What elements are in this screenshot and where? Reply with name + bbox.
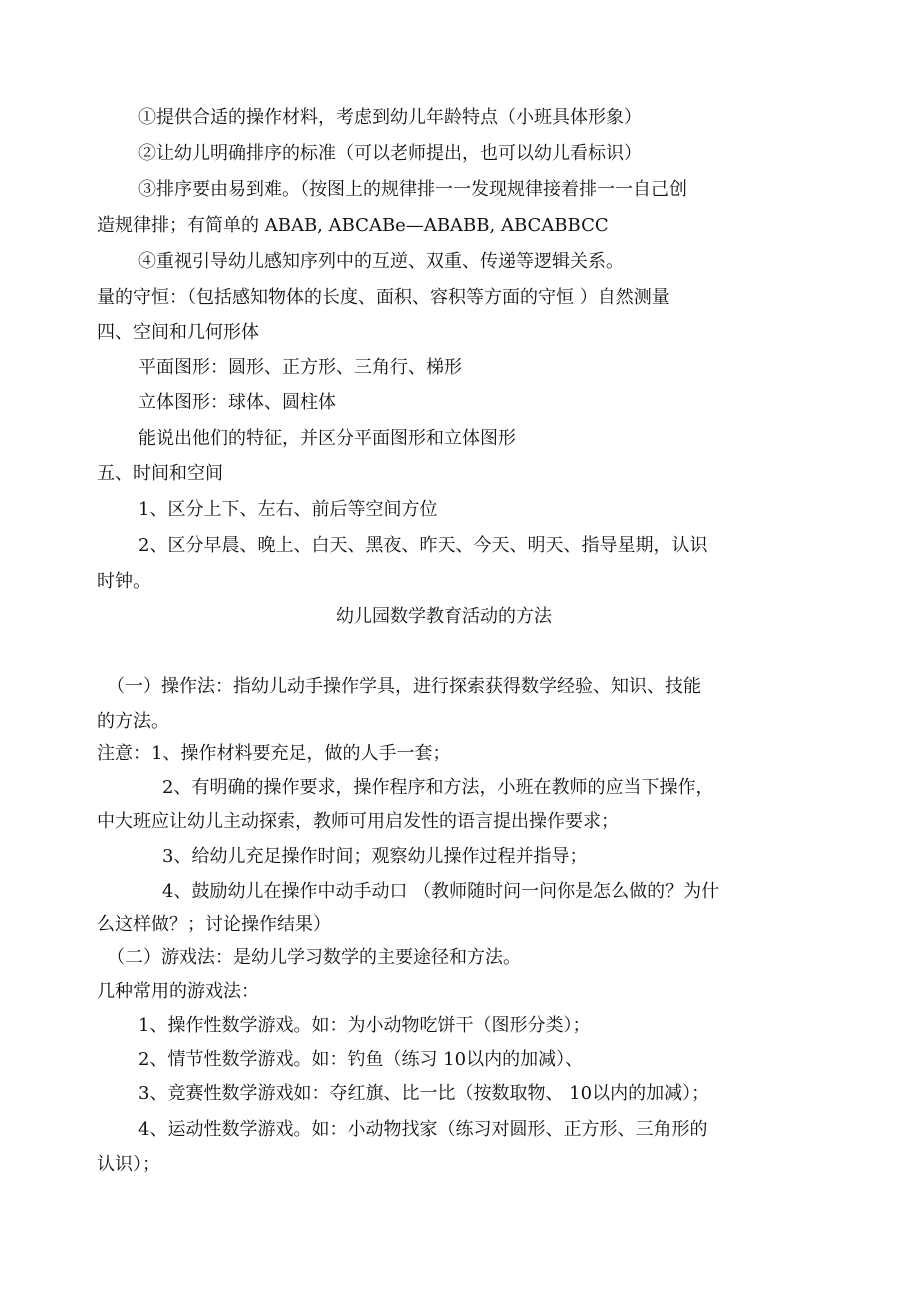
text-line: 1、操作性数学游戏。如：为小动物吃饼干（图形分类）；: [138, 1015, 591, 1036]
text-line: 的方法。: [97, 711, 169, 732]
text-line: 造规律排；有简单的 ABAB, ABCABe—ABABB, ABCABBCC: [97, 215, 609, 236]
text-line: 4、运动性数学游戏。如：小动物找家（练习对圆形、正方形、三角形的: [138, 1119, 708, 1140]
text-line: 中大班应让幼儿主动探索，教师可用启发性的语言提出操作要求；: [97, 811, 619, 832]
text-line: 么这样做？；讨论操作结果）: [97, 914, 331, 935]
text-line: 立体图形：球体、圆柱体: [138, 392, 336, 413]
text-line: 平面图形：圆形、正方形、三角行、梯形: [138, 357, 462, 378]
text-line: 3、竞赛性数学游戏如：夺红旗、比一比（按数取物、 10以内的加减）；: [138, 1083, 710, 1104]
text-line: 量的守恒：（包括感知物体的长度、面积、容积等方面的守恒 ）自然测量: [97, 287, 670, 308]
text-line: 4、鼓励幼儿在操作中动手动口 （教师随时问一问你是怎么做的？为什: [162, 881, 720, 902]
page-title: 幼儿园数学教育活动的方法: [336, 606, 552, 627]
text-line: 认识）；: [97, 1154, 160, 1175]
text-line: （二）游戏法：是幼儿学习数学的主要途径和方法。: [107, 947, 521, 968]
text-line: （一）操作法：指幼儿动手操作学具，进行探索获得数学经验、知识、技能: [107, 676, 701, 697]
text-line: 2、情节性数学游戏。如：钓鱼（练习 10以内的加减）、: [138, 1049, 584, 1070]
text-line: ④重视引导幼儿感知序列中的互逆、双重、传递等逻辑关系。: [138, 251, 624, 272]
section-heading: 五、时间和空间: [97, 463, 223, 484]
section-heading: 四、空间和几何形体: [97, 322, 259, 343]
text-line: ③排序要由易到难。（按图上的规律排一一发现规律接着排一一自己创: [138, 179, 687, 200]
text-line: 2、区分早晨、晚上、白天、黑夜、昨天、今天、明天、指导星期，认识: [138, 535, 708, 556]
text-line: 能说出他们的特征，并区分平面图形和立体图形: [138, 428, 516, 449]
text-line: 3、给幼儿充足操作时间；观察幼儿操作过程并指导；: [162, 846, 588, 867]
text-line: ②让幼儿明确排序的标准（可以老师提出，也可以幼儿看标识）: [138, 143, 642, 164]
text-line: 2、有明确的操作要求，操作程序和方法，小班在教师的应当下操作，: [162, 777, 714, 798]
text-line: 注意：1、操作材料要充足，做的人手一套；: [97, 743, 451, 764]
text-line: 时钟。: [97, 571, 151, 592]
text-line: ①提供合适的操作材料，考虑到幼儿年龄特点（小班具体形象）: [138, 107, 642, 128]
text-line: 几种常用的游戏法：: [97, 981, 259, 1002]
text-line: 1、区分上下、左右、前后等空间方位: [138, 499, 438, 520]
